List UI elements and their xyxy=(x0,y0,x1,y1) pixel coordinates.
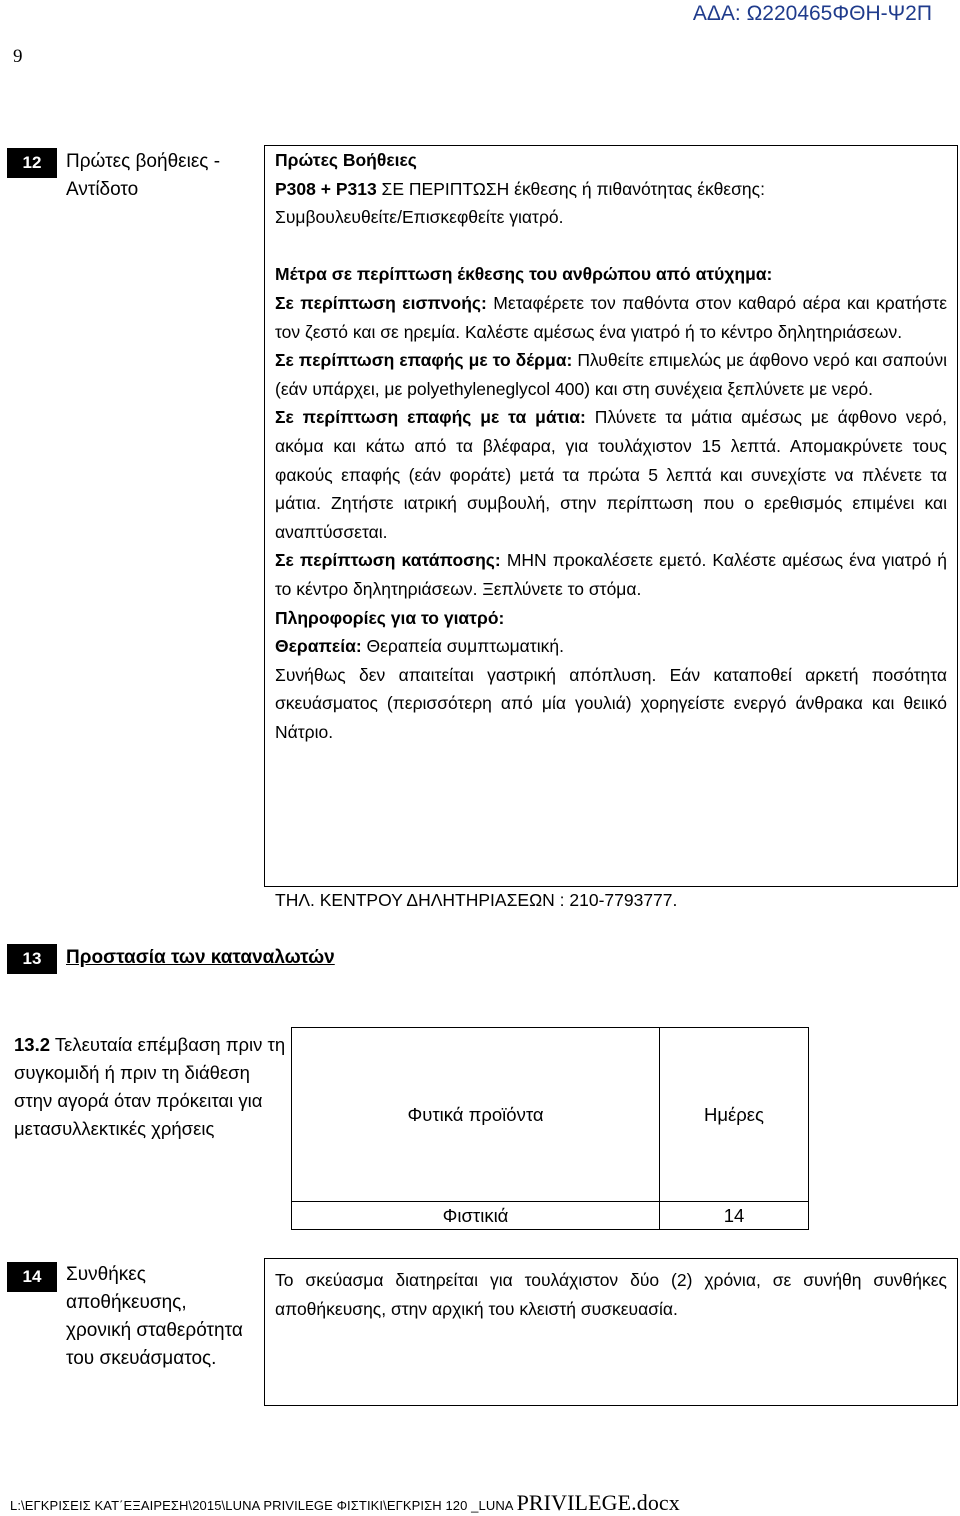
table-cell-days: 14 xyxy=(659,1201,809,1230)
section-13-2-description: Τελευταία επέμβαση πριν τη συγκομιδή ή πριν τη διάθεση στην αγορά όταν πρόκειται για μετασυλλεκτικές χρήσεις xyxy=(14,1034,286,1139)
table-header-days: Ημέρες xyxy=(659,1027,809,1202)
section-12-title-line2: Αντίδοτο xyxy=(66,179,139,200)
footer-file-path xyxy=(10,1490,680,1516)
ingestion-label: Σε περίπτωση κατάποσης: xyxy=(275,550,501,571)
therapy-text: Θεραπεία συμπτωματική. xyxy=(361,636,564,657)
skin-label: Σε περίπτωση επαφής με το δέρμα: xyxy=(275,350,573,371)
table-header-products: Φυτικά προϊόντα xyxy=(291,1027,660,1202)
section-14-title: Συνθήκες αποθήκευσης, χρονική σταθερότητα του σκευάσματος. xyxy=(66,1264,243,1369)
section-12-title xyxy=(66,148,256,204)
section-13-number: 13 xyxy=(7,944,57,974)
p308-text-1: ΣΕ ΠΕΡΙΠΤΩΣΗ έκθεσης ή πιθανότητας έκθεσης: xyxy=(376,178,765,199)
section-12-title-line1: Πρώτες βοήθειες - xyxy=(66,151,221,172)
section-14-content xyxy=(275,1266,947,1323)
inhalation-text: Μεταφέρετε τον παθόντα στον καθαρό αέρα και κρατήστε τον ζεστό και σε ηρεμία. Καλέστε αμέσως ένα γιατρό ή το κέντρο δηλητηριάσεων. xyxy=(275,292,948,342)
inhalation-label: Σε περίπτωση εισπνοής: xyxy=(275,292,487,313)
section-12-number: 12 xyxy=(7,148,57,178)
p308-code: P308 + P313 xyxy=(275,178,377,199)
skin-text: Πλυθείτε επιμελώς με άφθονο νερό και σαπούνι (εάν υπάρχει, με polyethyleneglycol 400) και στη συνέχεια ξεπλύνετε με νερό. xyxy=(275,350,947,399)
poison-center-phone: ΤΗΛ. ΚΕΝΤΡΟΥ ΔΗΛΗΤΗΡΙΑΣΕΩΝ : 210-7793777. xyxy=(275,890,678,910)
section-13-title: Προστασία των καταναλωτών xyxy=(66,947,335,968)
doctor-info-heading: Πληροφορίες για το γιατρό: xyxy=(275,607,505,628)
ingestion-text: ΜΗΝ προκαλέσετε εμετό. Καλέστε αμέσως ένα γιατρό ή το κέντρο δηλητηριάσεων. Ξεπλύνετε το στόμα. xyxy=(275,550,947,599)
footer-path: L:\ΕΓΚΡΙΣΕΙΣ ΚΑΤ΄ΕΞΑΙΡΕΣΗ\2015\LUNA PRIVILEGE ΦΙΣΤΙΚΙ\ΕΓΚΡΙΣΗ 120 _LUNA xyxy=(10,1498,517,1513)
ada-code: ΑΔΑ: Ω220465ΦΘΗ-Ψ2Π xyxy=(692,2,932,25)
table-cell-product: Φιστικιά xyxy=(291,1201,660,1230)
section-13-2-text xyxy=(14,1031,289,1143)
p308-text-2: Συμβουλευθείτε/Επισκεφθείτε γιατρό. xyxy=(275,207,564,228)
page-number: 9 xyxy=(13,46,23,67)
measures-heading: Μέτρα σε περίπτωση έκθεσης του ανθρώπου από ατύχημα: xyxy=(275,264,773,285)
section-13-2-number: 13.2 xyxy=(14,1034,51,1055)
section-14-number: 14 xyxy=(7,1262,57,1292)
therapy-label: Θεραπεία: xyxy=(275,636,362,657)
gastric-text: Συνήθως δεν απαιτείται γαστρική απόπλυση. Εάν καταποθεί αρκετή ποσότητα σκευάσματος (περισσότερη από μία γουλιά) χορηγείστε ενεργό άνθρακα και θειικό Νάτριο. xyxy=(275,664,947,742)
first-aid-heading: Πρώτες Βοήθειες xyxy=(275,150,417,170)
eyes-label: Σε περίπτωση επαφής με τα μάτια: xyxy=(275,407,586,428)
storage-text: Το σκεύασμα διατηρείται για τουλάχιστον δύο (2) χρόνια, σε συνήθη συνθήκες αποθήκευσης, στην αρχική του κλειστή συσκευασία. xyxy=(275,1270,947,1319)
footer-file: PRIVILEGE.docx xyxy=(516,1490,680,1515)
eyes-text: Πλύνετε τα μάτια αμέσως με άφθονο νερό, ακόμα και κάτω από τα βλέφαρα, για τουλάχιστον 15 λεπτά. Απομακρύνετε τους φακούς επαφής (εάν φοράτε) μετά τα πρώτα 5 λεπτά και συνεχίστε να πλένετε τα μάτια. Ζητήστε ιατρική συμβουλή, στην περίπτωση που ο ερεθισμός επιμένει και αναπτύσσεται. xyxy=(275,407,947,542)
section-12-content xyxy=(275,146,947,746)
